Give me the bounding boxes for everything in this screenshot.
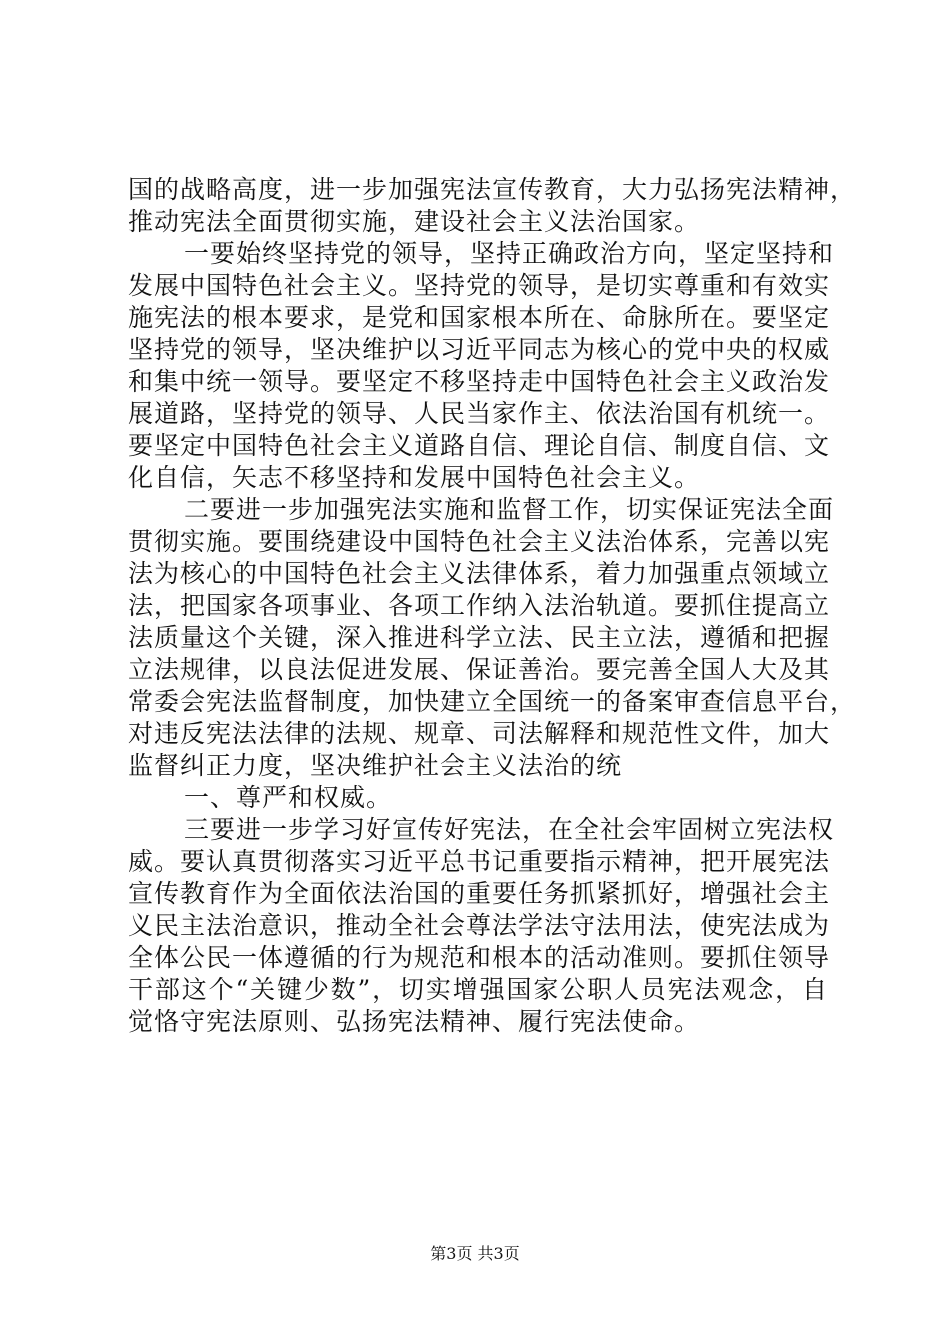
text-line: 化自信，矢志不移坚持和发展中国特色社会主义。 xyxy=(128,463,701,492)
text-line: 常委会宪法监督制度，加快建立全国统一的备案审查信息平台， xyxy=(128,687,857,716)
text-line: 威。要认真贯彻落实习近平总书记重要指示精神，把开展宪法 xyxy=(128,847,831,876)
document-body xyxy=(128,174,857,1038)
text-line: 干部这个“关键少数”，切实增强国家公职人员宪法观念，自 xyxy=(128,975,828,1004)
text-line: 对违反宪法法律的法规、规章、司法解释和规范性文件，加大 xyxy=(128,719,831,748)
text-line: 贯彻实施。要围绕建设中国特色社会主义法治体系，完善以宪 xyxy=(128,527,831,556)
paragraph xyxy=(128,494,857,782)
text-line: 要坚定中国特色社会主义道路自信、理论自信、制度自信、文 xyxy=(128,431,831,460)
text-line: 发展中国特色社会主义。坚持党的领导，是切实尊重和有效实 xyxy=(128,271,831,300)
text-line: 义民主法治意识，推动全社会尊法学法守法用法，使宪法成为 xyxy=(128,911,831,940)
paragraph xyxy=(128,782,828,814)
paragraph xyxy=(128,238,835,494)
text-line: 立法规律，以良法促进发展、保证善治。要完善全国人大及其 xyxy=(128,655,831,684)
text-line: 和集中统一领导。要坚定不移坚持走中国特色社会主义政治发 xyxy=(128,367,831,396)
text-line: 宣传教育作为全面依法治国的重要任务抓紧抓好，增强社会主 xyxy=(128,879,831,908)
text-line: 展道路，坚持党的领导、人民当家作主、依法治国有机统一。 xyxy=(128,399,831,428)
text-line: 二要进一步加强宪法实施和监督工作，切实保证宪法全面 xyxy=(184,495,835,524)
text-line: 全体公民一体遵循的行为规范和根本的活动准则。要抓住领导 xyxy=(128,943,831,972)
paragraph xyxy=(128,814,835,1038)
text-line: 法为核心的中国特色社会主义法律体系，着力加强重点领域立 xyxy=(128,559,831,588)
text-line: 法质量这个关键，深入推进科学立法、民主立法，遵循和把握 xyxy=(128,623,831,652)
text-line: 施宪法的根本要求，是党和国家根本所在、命脉所在。要坚定 xyxy=(128,303,831,332)
text-line: 监督纠正力度，坚决维护社会主义法治的统 xyxy=(128,751,623,780)
paragraph xyxy=(128,174,857,238)
text-line: 坚持党的领导，坚决维护以习近平同志为核心的党中央的权威 xyxy=(128,335,831,364)
text-line: 推动宪法全面贯彻实施，建设社会主义法治国家。 xyxy=(128,207,701,236)
page-footer: 第3页 共3页 xyxy=(430,1244,520,1263)
text-line: 法，把国家各项事业、各项工作纳入法治轨道。要抓住提高立 xyxy=(128,591,831,620)
text-line: 一要始终坚持党的领导，坚持正确政治方向，坚定坚持和 xyxy=(184,239,835,268)
text-line: 一、尊严和权威。 xyxy=(184,783,393,812)
text-line: 国的战略高度，进一步加强宪法宣传教育，大力弘扬宪法精神， xyxy=(128,175,857,204)
text-line: 觉恪守宪法原则、弘扬宪法精神、履行宪法使命。 xyxy=(128,1007,701,1036)
text-line: 三要进一步学习好宣传好宪法，在全社会牢固树立宪法权 xyxy=(184,815,835,844)
